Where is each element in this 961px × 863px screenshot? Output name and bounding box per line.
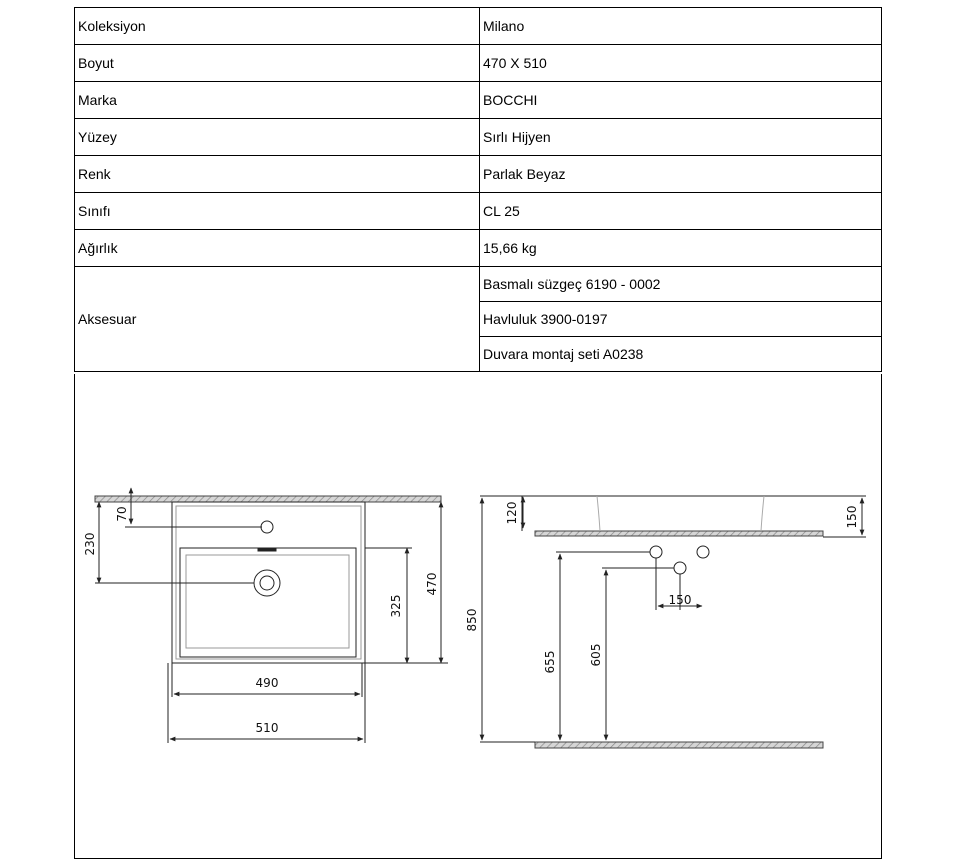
spec-value: BOCCHI <box>480 82 882 119</box>
bowl-outline <box>180 548 356 657</box>
dim-label-70: 70 <box>115 506 129 522</box>
drain-outer <box>254 570 280 596</box>
spec-value: Parlak Beyaz <box>480 156 882 193</box>
accessory-item: Havluluk 3900-0197 <box>480 302 882 337</box>
spec-label: Yüzey <box>75 119 480 156</box>
spec-label: Koleksiyon <box>75 8 480 45</box>
dim-label-655: 655 <box>543 650 557 674</box>
dim-label-605: 605 <box>589 643 603 667</box>
spec-value: CL 25 <box>480 193 882 230</box>
overflow-slot <box>258 548 276 551</box>
countertop-slab <box>95 496 441 502</box>
top-view-labels <box>83 506 439 735</box>
spec-value: 470 X 510 <box>480 45 882 82</box>
dim-label-470: 470 <box>425 572 439 596</box>
tap-hole <box>261 521 273 533</box>
dim-label-850: 850 <box>465 608 479 632</box>
spec-value: 15,66 kg <box>480 230 882 267</box>
spec-label: Marka <box>75 82 480 119</box>
dim-label-150-height: 150 <box>845 505 859 529</box>
dim-label-120: 120 <box>505 501 519 525</box>
spec-label: Ağırlık <box>75 230 480 267</box>
accessory-item: Basmalı süzgeç 6190 - 0002 <box>480 267 882 302</box>
dim-label-230: 230 <box>83 532 97 556</box>
side-countertop-slab <box>535 531 823 536</box>
dim-label-510: 510 <box>255 721 279 735</box>
bowl-inner <box>186 555 349 648</box>
dim-label-490: 490 <box>255 676 279 690</box>
dim-label-150-spacing: 150 <box>668 593 692 607</box>
spec-label: Renk <box>75 156 480 193</box>
pipe-outlet-right <box>697 546 709 558</box>
floor-slab <box>535 742 823 748</box>
basin-profile <box>597 496 764 531</box>
accessory-item: Duvara montaj seti A0238 <box>480 337 882 372</box>
spec-label: Boyut <box>75 45 480 82</box>
pipe-inlet <box>674 562 686 574</box>
pipe-outlet-left <box>650 546 662 558</box>
spec-value: Milano <box>480 8 882 45</box>
spec-label: Sınıfı <box>75 193 480 230</box>
side-view-labels <box>465 502 859 674</box>
dim-label-325: 325 <box>389 594 403 618</box>
drain-inner <box>260 576 274 590</box>
accessory-label: Aksesuar <box>75 267 480 372</box>
side-view <box>480 496 866 748</box>
spec-value: Sırlı Hijyen <box>480 119 882 156</box>
